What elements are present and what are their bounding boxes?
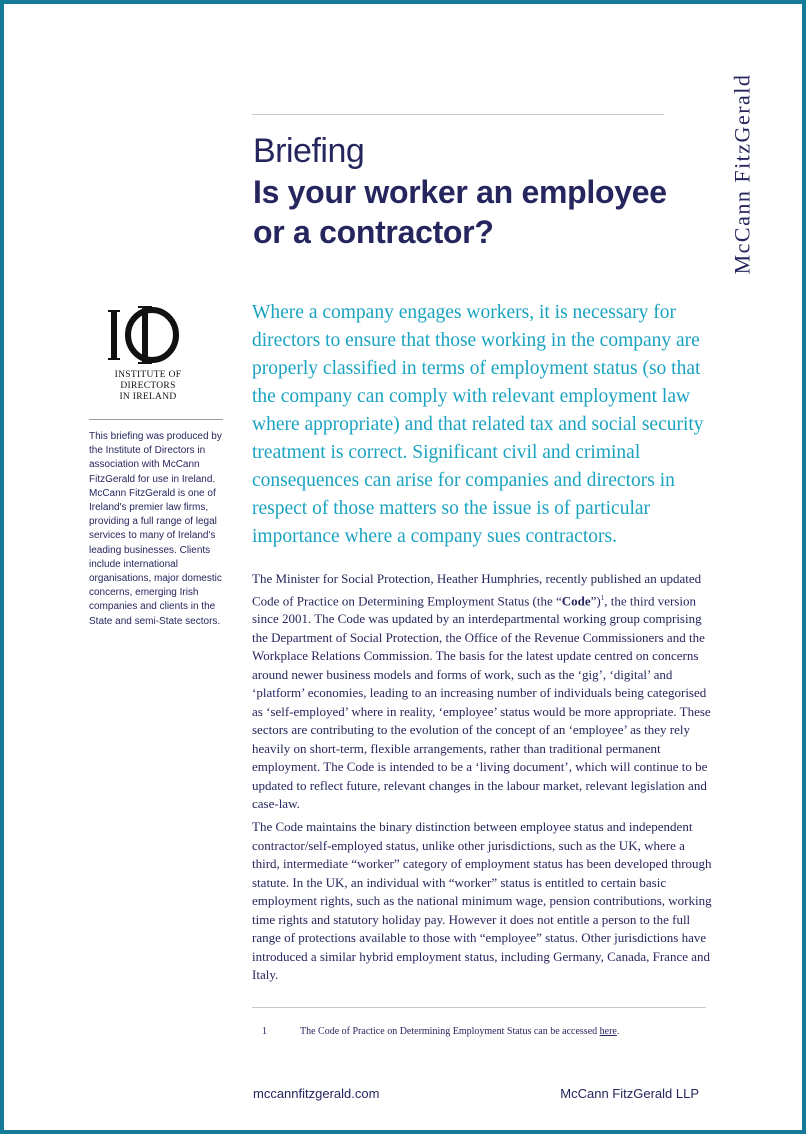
sidebar-note: This briefing was produced by the Institute of Directors in association with McCann FitzGerald for use in Ireland. McCann FitzGerald is one of Ireland's premier law firms, providing a full range of legal services to many of Ireland's leading businesses. Clients include international organisations, major domestic concerns, emerging Irish companies and clients in the State and semi-State sectors. — [89, 431, 222, 627]
footnote-number: 1 — [262, 1026, 267, 1037]
side-logo-text: McCann FitzGerald — [729, 73, 755, 275]
footnote-end: . — [616, 1026, 620, 1037]
mccann-fitzgerald-logo — [725, 64, 759, 284]
iod-logo — [88, 304, 208, 403]
body-paragraph-1 — [252, 570, 712, 814]
iod-logo-line1: INSTITUTE OF DIRECTORS — [114, 370, 182, 391]
footer-url[interactable]: mccannfitzgerald.com — [253, 1086, 380, 1101]
briefing-label: Briefing — [253, 132, 365, 170]
paragraph1-intro: The Minister for Social Protection, Heather Humphries, recently published an updated Code of Practice on Determining Employment Status (the “ — [252, 571, 702, 608]
paragraph1-close-quote: ”) — [590, 592, 601, 608]
header-rule — [252, 114, 664, 115]
footer-firm-name: McCann FitzGerald LLP — [560, 1086, 699, 1101]
paragraph1-rest: , the third version since 2001. The Code was updated by an interdepartmental working group comprising the Department of Social Protection, the Office of the Revenue Commissioners and the Workplace Relations Commission. The basis for the latest update centred on concerns around newer business models and forms of work, such as the ‘gig’, ‘digital’ and ‘platform’ economies, leading to an increasing number of individuals being categorised as ‘self-employed’ where in reality, ‘employee’ status would be more appropriate. These sectors are contributing to the evolution of the concept of an ‘employee’ as they rely heavily on short-term, flexible arrangements, rather than traditional permanent employment. The Code is intended to be a ‘living document’, which will continue to be updated to reflect future, relevant changes in the labour market, relevant legislation and case-law. — [252, 592, 711, 812]
iod-logo-line2: IN IRELAND — [119, 392, 177, 402]
page-title: Is your worker an employee or a contractor? — [253, 174, 667, 250]
footnote-text: The Code of Practice on Determining Employment Status can be accessed — [300, 1026, 600, 1037]
sidebar-rule — [89, 419, 223, 420]
code-term: Code — [561, 592, 591, 608]
footnote-reference[interactable]: 1 — [600, 593, 605, 602]
footnote-here-link[interactable]: here — [599, 1026, 617, 1037]
lead-paragraph: Where a company engages workers, it is necessary for directors to ensure that those working in the company are properly classified in terms of employment status (so that the company can comply with relevant employment law where appropriate) and that related tax and social security treatment is correct. Significant civil and criminal consequences can arise for companies and directors in respect of those matters so the issue is of particular importance where a company sues contractors. — [252, 302, 704, 547]
iod-monogram-icon — [108, 304, 188, 366]
footnote — [262, 1026, 712, 1037]
body-paragraph-2: The Code maintains the binary distinction between employee status and independent contractor/self-employed status, unlike other jurisdictions, such as the UK, where a third, intermediate “worker” category of employment status has been developed through statute. In the UK, an individual with “worker” status is entitled to certain basic employment rights, such as the national minimum wage, pension contributions, working time rights and statutory holiday pay. However it does not entitle a person to the full range of protections available to those with “employee” status. Other jurisdictions have introduced a similar hybrid employment status, including Germany, Canada, France and Italy. — [252, 819, 712, 982]
footnote-rule — [252, 1007, 706, 1008]
